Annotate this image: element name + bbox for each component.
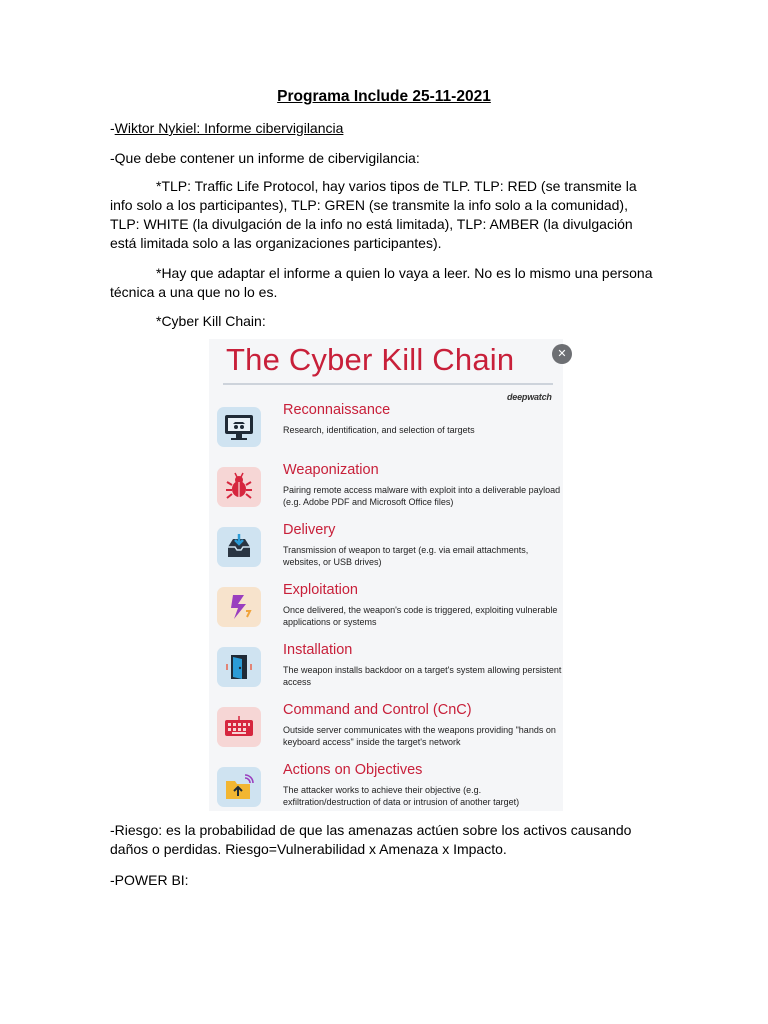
stage-icon-box (217, 767, 261, 807)
bug-icon (224, 472, 254, 502)
stage-description: The weapon installs backdoor on a target's system allowing persistent access (283, 665, 562, 687)
stage-name: Actions on Objectives (283, 762, 423, 778)
stage-icon-box (217, 407, 261, 447)
inbox-download-icon (224, 532, 254, 562)
folder-upload-icon (223, 772, 255, 802)
speaker-line: -Wiktor Nykiel: Informe cibervigilancia (110, 120, 344, 136)
kill-chain-label: *Cyber Kill Chain: (156, 313, 266, 329)
stage-name: Command and Control (CnC) (283, 702, 472, 718)
question-heading: -Que debe contener un informe de cibervigilancia: (110, 150, 420, 166)
keyboard-icon (223, 714, 255, 740)
stage-name: Installation (283, 642, 353, 658)
stage-description: Research, identification, and selection of targets (283, 425, 475, 435)
stage-weaponization (217, 462, 562, 520)
power-bi-heading: -POWER BI: (110, 872, 189, 888)
lightning-icon (224, 592, 254, 622)
document-title: Programa Include 25-11-2021 (277, 88, 491, 105)
door-icon (224, 652, 254, 682)
stage-description: The attacker works to achieve their objective (e.g. exfiltration/destruction of data or intrusion of another target) (283, 785, 520, 807)
stage-delivery (217, 522, 562, 580)
stage-actions-on-objectives (217, 762, 562, 820)
close-icon[interactable]: ✕ (552, 344, 572, 364)
stage-description: Transmission of weapon to target (e.g. via email attachments, websites, or USB drives) (283, 545, 529, 567)
infographic-title: The Cyber Kill Chain (226, 342, 515, 377)
stage-command-and-control (217, 702, 562, 760)
stage-icon-box (217, 587, 261, 627)
stage-name: Exploitation (283, 582, 358, 598)
stage-name: Reconnaissance (283, 402, 391, 418)
stage-description: Outside server communicates with the weapons providing "hands on keyboard access" inside the target's network (283, 725, 556, 747)
stage-icon-box (217, 647, 261, 687)
adapt-paragraph: *Hay que adaptar el informe a quien lo vaya a leer. No es lo mismo una persona técnica a una que no lo es. (110, 265, 653, 300)
stage-reconnaissance (217, 402, 562, 460)
cyber-kill-chain-image (209, 339, 567, 811)
speaker-name: Wiktor Nykiel: Informe cibervigilancia (114, 120, 344, 136)
stage-description: Once delivered, the weapon's code is triggered, exploiting vulnerable applications or systems (283, 605, 558, 627)
stage-installation (217, 642, 562, 700)
stage-description: Pairing remote access malware with exploit into a deliverable payload (e.g. Adobe PDF and Microsoft Office files) (283, 485, 561, 507)
stage-icon-box (217, 467, 261, 507)
brand-logo: deepwatch (507, 392, 552, 402)
spy-monitor-icon (222, 412, 256, 442)
stage-name: Weaponization (283, 462, 379, 478)
riesgo-paragraph: -Riesgo: es la probabilidad de que las amenazas actúen sobre los activos causando daños o perdidas. Riesgo=Vulnerabilidad x Amenaza x Impacto. (110, 822, 632, 857)
stage-name: Delivery (283, 522, 336, 538)
stage-icon-box (217, 707, 261, 747)
stage-exploitation (217, 582, 562, 640)
tlp-paragraph: *TLP: Traffic Life Protocol, hay varios tipos de TLP. TLP: RED (se transmite la info solo a los participantes), TLP: GREN (se transmite la info solo a la comunidad), TLP: WHITE (la divulgación de la info no está limitada), TLP: AMBER (la divulgación está limitada solo a las organizaciones participantes). (110, 178, 637, 251)
title-divider (223, 383, 553, 385)
stage-icon-box (217, 527, 261, 567)
